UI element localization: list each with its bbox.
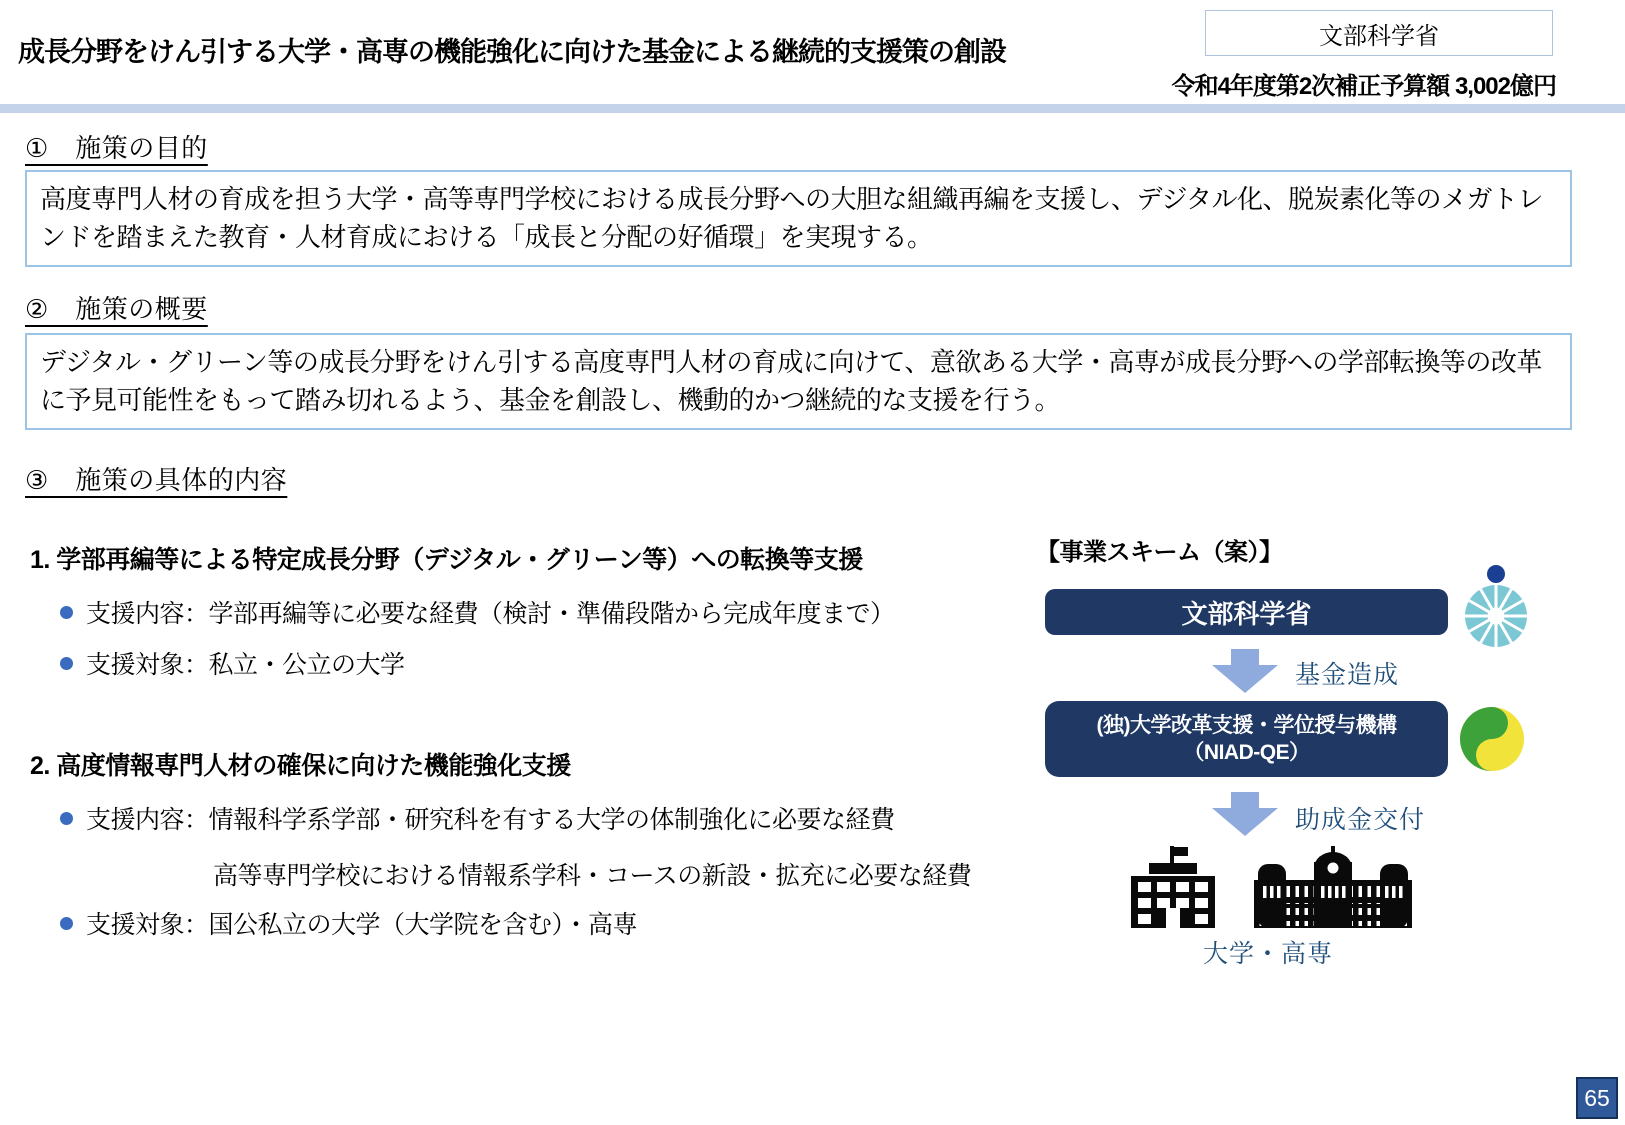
bullet-dot-icon xyxy=(60,606,73,619)
budget-line: 令和4年度第2次補正予算額 3,002億円 xyxy=(1171,73,1556,100)
university-building-icon xyxy=(1131,846,1215,928)
bullet-dot-icon xyxy=(60,657,73,670)
ministry-label-box xyxy=(1205,10,1553,56)
item2-bullet-2 xyxy=(60,905,637,941)
buildings-icon-group xyxy=(1122,846,1414,935)
recipients-label: 大学・高専 xyxy=(1202,940,1333,968)
grant-delivery-label: 助成金交付 xyxy=(1295,806,1426,834)
section2-body-box: デジタル・グリーン等の成長分野をけん引する高度専門人材の育成に向けて、意欲ある大学・高専が成長分野への学部転換等の改革に予見可能性をもって踏み切れるよう、基金を創設し、機動的かつ継続的な支援を行う。 xyxy=(25,333,1572,430)
item2-title: 2. 高度情報専門人材の確保に向けた機能強化支援 xyxy=(30,752,571,780)
fund-creation-label: 基金造成 xyxy=(1295,661,1400,689)
section3-heading: ③ 施策の具体的内容 xyxy=(25,465,288,495)
mext-emblem-icon xyxy=(1462,561,1530,654)
item2-bullet-1-text-line2: 高等専門学校における情報系学科・コースの新設・拡充に必要な経費 xyxy=(213,862,972,890)
niad-qe-logo-icon xyxy=(1456,704,1528,779)
item2-bullet-1 xyxy=(60,800,895,836)
down-arrow-icon xyxy=(1212,649,1278,698)
page-number: 65 xyxy=(1584,1084,1610,1111)
page-title: 成長分野をけん引する大学・高専の機能強化に向けた基金による継続的支援策の創設 xyxy=(18,37,1006,67)
bullet-dot-icon xyxy=(60,812,73,825)
item1-bullet-1-text: 支援内容：学部再編等に必要な経費（検討・準備段階から完成年度まで） xyxy=(86,600,895,628)
section2-heading: ② 施策の概要 xyxy=(25,294,208,324)
section1-heading: ① 施策の目的 xyxy=(25,133,208,163)
scheme-mext-box xyxy=(1045,589,1448,635)
down-arrow-icon xyxy=(1212,792,1278,841)
scheme-niad-box xyxy=(1045,701,1448,777)
scheme-niad-box-line2: （NIAD-QE） xyxy=(1183,741,1310,764)
ministry-label: 文部科学省 xyxy=(1319,22,1439,50)
scheme-heading: 【事業スキーム（案）】 xyxy=(1036,539,1283,566)
item1-bullet-2 xyxy=(60,645,405,681)
item1-title: 1. 学部再編等による特定成長分野（デジタル・グリーン等）への転換等支援 xyxy=(30,546,863,574)
item1-bullet-2-text: 支援対象：私立・公立の大学 xyxy=(86,651,405,679)
section1-body-box: 高度専門人材の育成を担う大学・高等専門学校における成長分野への大胆な組織再編を支援し、デジタル化、脱炭素化等のメガトレンドを踏まえた教育・人材育成における「成長と分配の好循環」を実現する。 xyxy=(25,170,1572,267)
scheme-niad-box-line1: (独)大学改革支援・学位授与機構 xyxy=(1096,713,1397,737)
item2-bullet-1-continuation xyxy=(213,856,971,892)
item1-bullet-1 xyxy=(60,594,895,630)
header-divider xyxy=(0,104,1625,113)
item2-bullet-1-text: 支援内容：情報科学系学部・研究科を有する大学の体制強化に必要な経費 xyxy=(86,806,895,834)
kosen-building-icon xyxy=(1254,846,1412,928)
scheme-mext-box-label: 文部科学省 xyxy=(1181,598,1312,629)
page-number-badge xyxy=(1576,1077,1618,1119)
bullet-dot-icon xyxy=(60,917,73,930)
item2-bullet-2-text: 支援対象：国公私立の大学（大学院を含む）・高専 xyxy=(86,911,638,939)
